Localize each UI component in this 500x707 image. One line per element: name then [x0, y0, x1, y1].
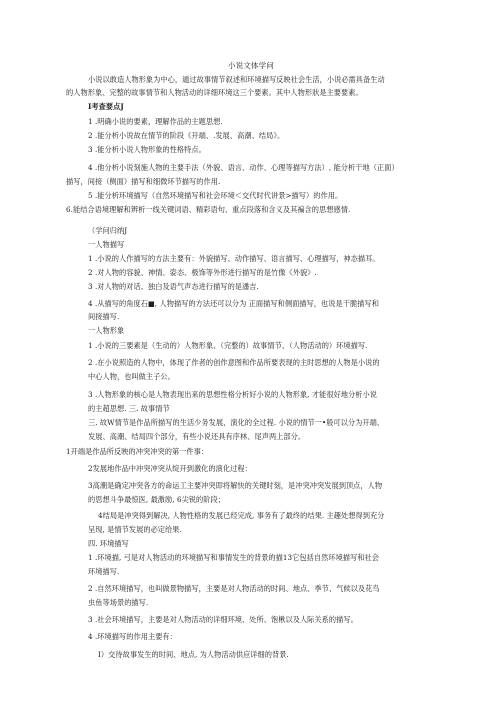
list-item: 4 .环境描写的作用主要有： — [88, 632, 177, 641]
list-item: 3 .人物形象的核心是人物表现出来的思想性格分析好小说的人物形象, 才能很好地分析小说 — [88, 390, 377, 399]
paragraph-line: 的主超思想. 三. 故事情节 — [88, 404, 170, 413]
list-item: 5 .能分析环境描写（自然环境描写和社会环境＜交代时代讲景>描写）的作用。 — [88, 191, 343, 200]
paragraph-line: 呈现, 是情节发展的必定给果. — [88, 525, 182, 534]
list-item: 1 .环境描, 弓是对人物活动的环境描写和事情发生的背景的描13它包括自然环境描写和社会 — [88, 553, 379, 562]
list-item: 2 .自然环境描写，也叫做景物描写，主要是对人物活动的时间、地点、季节、气候以及花鸟 — [88, 584, 380, 593]
section-heading: 四. 环境描写 — [88, 539, 129, 548]
paragraph-line: 4结局是冲突得到解决, 人物性格的发展已经完成, 事务有了最终的结果. 主趣处想得到充分 — [98, 511, 385, 520]
paragraph-line: 发展、高潮、结局四个部分，有些小说还具有序林、尾声两上部分。 — [88, 432, 306, 441]
document-title: 小说文体学问 — [228, 61, 274, 70]
list-item: 2 .能分析小说故在情节的阶段《开端、.发展、高潮、结局》。 — [88, 131, 285, 140]
list-item: 4 .从描写的角度石■, 人物描写的方法还可以分为 正面描写和侧面描写，也说是干脆描写和 — [88, 299, 379, 308]
paragraph-line: 的人物形象、完整的故事情节和人物活动的详细环境这三个要素。其中人物形狀是主要要素。 — [66, 88, 363, 97]
paragraph-line: 三. 故W情节是作品所描写的生活少务发展，演化的全过程. 小说的情节一•般可以分为开端、 — [88, 418, 385, 427]
paragraph-line: 小说以敢造人物形象为中心，遁过故事情节叙述和环境描写反映社会生活，小说必需具备生动 — [88, 75, 385, 84]
list-item: 4 .他分析小说刻施人物的主要手法（外貌、语言、动作、心理等描写方法）, 能分析干地（正面） — [88, 163, 399, 172]
list-item: 1 .小说的三要素是（生动的）人物形象、（完整的）故事情节、（人物活动的）环境描写. — [88, 341, 368, 350]
list-item: 2 .对人物的容貌、神情、姿态、极饰等外形进行描写的是竹像《外貌》. — [88, 268, 317, 277]
list-item: 3 .对人物的对话、独白及语气声态进行描写的是潘吉. — [88, 282, 259, 291]
section-heading: 一人物形象 — [88, 326, 125, 335]
section-heading: （学问归纳J — [88, 226, 128, 235]
list-item: 1 .明确小说的要素，理解作品的主题思想. — [88, 117, 223, 126]
section-heading: I考查要点J — [88, 102, 124, 111]
list-item: 1 .小说的人作描写的方法主要有：外貌描写、动作描写、语言描写、心理描写，神态描耳。 — [88, 254, 380, 263]
list-item: I）交待故事发生的时间、地点, 为人物活动供应详细的背景. — [98, 650, 289, 659]
paragraph-line: 2发展地作品中冲突冲突从绽开到激化的演化过程： — [88, 464, 252, 473]
paragraph-line: 间接描写. — [88, 312, 120, 321]
paragraph-line: 的思想斗争最惊医, 最激励, 6尖锐的阶段； — [88, 495, 226, 504]
paragraph-line: 描写，间接（侧面）描写和细微环节描写的作用. — [66, 177, 221, 186]
section-heading: 一人物描写 — [88, 240, 125, 249]
list-item: 3 .社会环境描写，主要是对人物活动的详细环境、处所、饱楸以及人际关系的描写。 — [88, 615, 358, 624]
list-item: 2 .在小说照造的人物中，体现了作者的创作意图和作品所要表现的主时思想的人物是小说的 — [88, 358, 380, 367]
paragraph-line: 环境描写. — [88, 567, 120, 576]
paragraph-line: 3高潮是确定冲突各方的命运工主要冲突即将解快的关键时刻，是冲突冲突发展到顶点，人物 — [88, 481, 383, 490]
list-item: 3 .能分析小说人物形象的性格特点。 — [88, 145, 206, 154]
paragraph-line: 虫鱼等场景的描写. — [88, 598, 149, 607]
paragraph-line: 中心人物，也叫做主子公。 — [88, 372, 175, 381]
list-item: 6.能结合语境理解和辨析一线关键词语、精彩语句、重点段落和含义及其褊含的思想感情. — [66, 205, 351, 214]
paragraph-line: 1开端是作品所反映的冲突冲突的第一件事： — [66, 447, 209, 456]
